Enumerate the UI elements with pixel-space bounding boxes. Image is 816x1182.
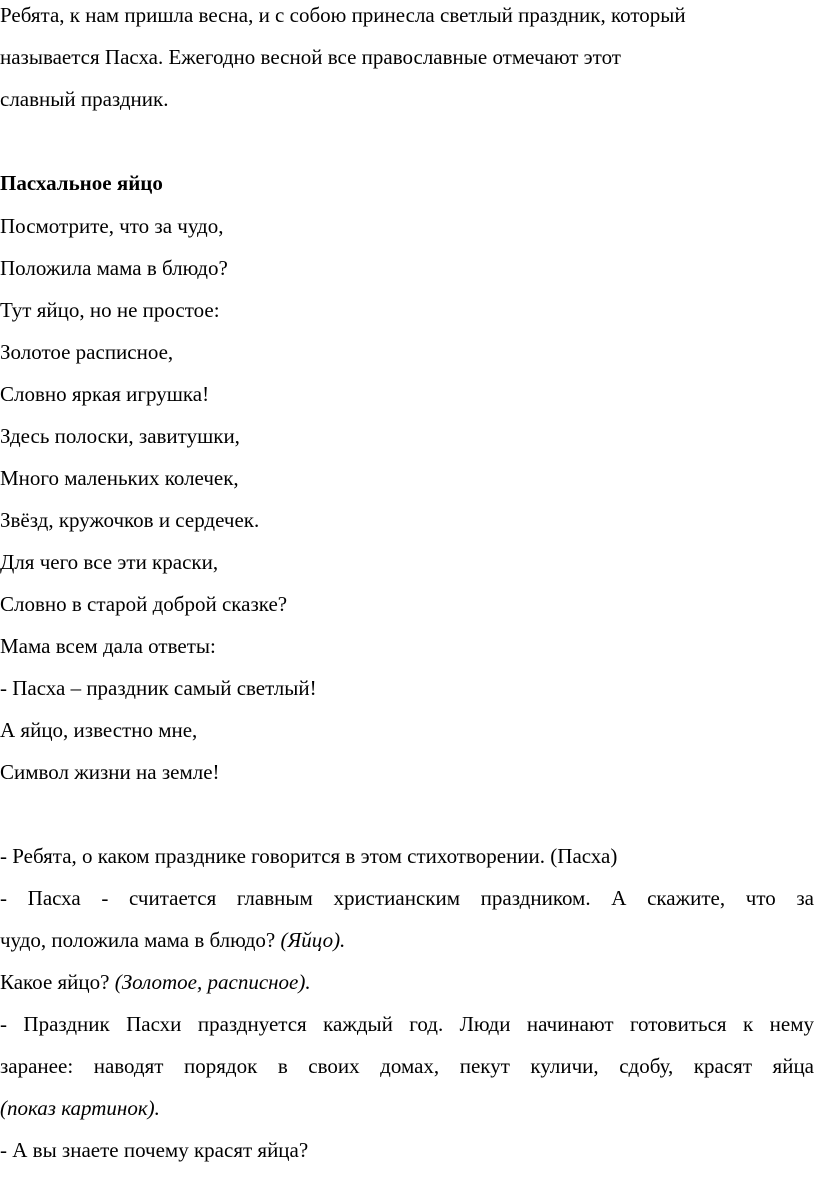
intro-line-3: славный праздник.: [0, 87, 169, 111]
poem-line: Словно в старой доброй сказке?: [0, 592, 288, 616]
poem-line: Здесь полоски, завитушки,: [0, 424, 240, 448]
paragraph-text: Какое яйцо?: [0, 970, 115, 994]
dialogue-paragraph-4-line-3: (показ картинок).: [0, 1096, 160, 1120]
poem-line: Посмотрите, что за чудо,: [0, 214, 224, 238]
dialogue-paragraph-2-line-1: - Пасха - считается главным христианским праздником. А скажите, что за: [0, 886, 814, 910]
poem-line: Положила мама в блюдо?: [0, 256, 228, 280]
poem-line: - Пасха – праздник самый светлый!: [0, 676, 317, 700]
poem-line: Словно яркая игрушка!: [0, 382, 210, 406]
poem-line: Звёзд, кружочков и сердечек.: [0, 508, 260, 532]
answer-text: (Золотое, расписное).: [114, 970, 311, 994]
poem-line: Символ жизни на земле!: [0, 760, 220, 784]
poem-title: Пасхальное яйцо: [0, 171, 163, 195]
dialogue-paragraph-3: [0, 972, 311, 993]
dialogue-paragraph-2-line-2: [0, 930, 345, 951]
poem-line: Золотое расписное,: [0, 340, 174, 364]
dialogue-question-5: - А вы знаете почему красят яйца?: [0, 1138, 309, 1162]
poem-line: Для чего все эти краски,: [0, 550, 219, 574]
dialogue-question-1: - Ребята, о каком празднике говорится в этом стихотворении. (Пасха): [0, 844, 618, 868]
poem-line: Тут яйцо, но не простое:: [0, 298, 220, 322]
poem-line: Мама всем дала ответы:: [0, 634, 216, 658]
poem-line: А яйцо, известно мне,: [0, 718, 198, 742]
answer-text: (Яйцо).: [280, 928, 346, 952]
dialogue-paragraph-4-line-1: - Праздник Пасхи празднуется каждый год. Люди начинают готовиться к нему: [0, 1012, 814, 1036]
intro-line-2: называется Пасха. Ежегодно весной все православные отмечают этот: [0, 45, 621, 69]
paragraph-text: чудо, положила мама в блюдо?: [0, 928, 281, 952]
poem-line: Много маленьких колечек,: [0, 466, 239, 490]
dialogue-paragraph-4-line-2: заранее: наводят порядок в своих домах, пекут куличи, сдобу, красят яйца: [0, 1054, 814, 1078]
intro-line-1: Ребята, к нам пришла весна, и с собою принесла светлый праздник, который: [0, 3, 686, 27]
